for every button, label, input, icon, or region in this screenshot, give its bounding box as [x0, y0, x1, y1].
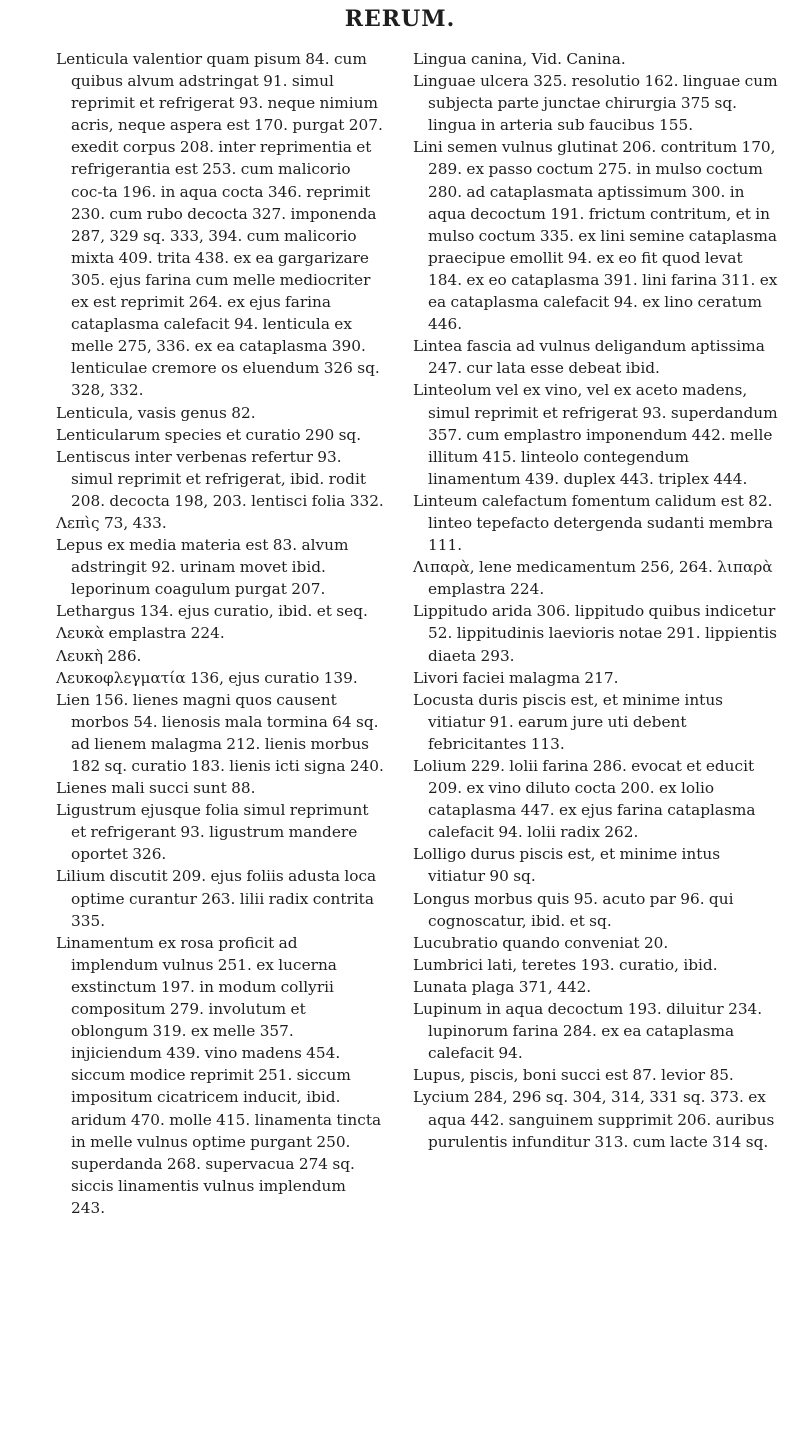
index-entry: Λευκοφλεγματία 136, ejus curatio 139.: [56, 668, 358, 687]
right-column: [413, 48, 781, 1153]
index-entry: Lingua canina, Vid. Canina.: [413, 50, 626, 68]
index-entry: Lolium 229. lolii farina 286. evocat et educit 209. ex vino diluto cocta 200. ex lolio cataplasma 447. ex ejus farina cataplasma calefacit 94. lolii radix 262.: [413, 757, 756, 842]
index-entry: Lenticula, vasis genus 82.: [56, 403, 256, 422]
index-entry: Lucubratio quando conveniat 20.: [413, 933, 669, 952]
index-entry: Lienes mali succi sunt 88.: [56, 779, 256, 798]
index-entry: Linteolum vel ex vino, vel ex aceto madens, simul reprimit et refrigerat 93. superdandum 357. cum emplastro imponendum 442. melle illitum 415. linteolo contegendum linamentum 439. duplex 443. triplex 444.: [413, 381, 778, 488]
index-entry: Lippitudo arida 306. lippitudo quibus indicetur 52. lippitudinis laevioris notae 291. lippientis diaeta 293.: [413, 602, 778, 665]
index-entry: Λευκὰ emplastra 224.: [56, 624, 225, 643]
index-entry: Lumbrici lati, teretes 193. curatio, ibid.: [413, 955, 718, 974]
index-entry: Lenticula valentior quam pisum 84. cum quibus alvum adstringat 91. simul reprimit et refrigerat 93. neque nimium acris, neque aspera est 170. purgat 207. exedit corpus 208. inter reprimentia et refrigerantia est 253. cum malicorio coc-ta 196. in aqua cocta 346. reprimit 230. cum rubo decocta 327. imponenda 287, 329 sq. 333, 394. cum malicorio mixta 409. trita 438. ex ea gargarizare 305. ejus farina cum melle mediocriter ex est reprimit 264. ex ejus farina cataplasma calefacit 94. lenticula ex melle 275, 336. ex ea cataplasma 390. lenticulae cremore os eluendum 326 sq. 328, 332.: [56, 50, 383, 400]
left-column: [56, 48, 384, 1219]
index-entry: Linamentum ex rosa proficit ad implendum vulnus 251. ex lucerna exstinctum 197. in modum collyrii compositum 279. involutum et oblongum 319. ex melle 357. injiciendum 439. vino madens 454. siccum modice reprimit 251. siccum impositum cicatricem inducit, ibid. aridum 470. molle 415. linamenta tincta in melle vulnus optime purgant 250. superdanda 268. supervacua 274 sq. siccis linamentis vulnus implendum 243.: [56, 933, 382, 1217]
index-entry: Lini semen vulnus glutinat 206. contritum 170, 289. ex passo coctum 275. in mulso coctum 280. ad cataplasmata aptissimum 300. in aqua decoctum 191. frictum contritum, et in mulso coctum 335. ex lini semine cataplasma praecipue emollit 94. ex eo fit quod levat 184. ex eo cataplasma 391. lini farina 311. ex ea cataplasma calefacit 94. ex lino ceratum 446.: [413, 138, 778, 334]
index-entry: Linteum calefactum fomentum calidum est 82. linteo tepefacto detergenda sudanti membra 111.: [413, 491, 774, 555]
index-entry: Livori faciei malagma 217.: [413, 668, 619, 687]
index-entry: Lepus ex media materia est 83. alvum adstringit 92. urinam movet ibid. leporinum coagulum purgat 207.: [56, 536, 349, 599]
index-entry: Longus morbus quis 95. acuto par 96. qui cognoscatur, ibid. et sq.: [413, 889, 734, 930]
index-entry: Lien 156. lienes magni quos causent morbos 54. lienosis mala tormina 64 sq. ad lienem malagma 212. lienis morbus 182 sq. curatio 183. lienis icti signa 240.: [56, 690, 384, 775]
index-entry: Lupus, piscis, boni succi est 87. levior 85.: [413, 1066, 734, 1085]
index-entry: Linguae ulcera 325. resolutio 162. linguae cum subjecta parte junctae chirurgia 375 sq. lingua in arteria sub faucibus 155.: [413, 72, 778, 135]
index-entry: Lentiscus inter verbenas refertur 93. simul reprimit et refrigerat, ibid. rodit 208. decocta 198, 203. lentisci folia 332.: [56, 447, 384, 510]
index-entry: Lenticularum species et curatio 290 sq.: [56, 425, 362, 444]
index-entry: Lintea fascia ad vulnus deligandum aptissima 247. cur lata esse debeat ibid.: [413, 337, 765, 378]
index-entry: Lolligo durus piscis est, et minime intus vitiatur 90 sq.: [413, 845, 721, 886]
running-header: RERUM.: [344, 6, 456, 32]
index-entry: Lycium 284, 296 sq. 304, 314, 331 sq. 373. ex aqua 442. sanguinem supprimit 206. auribus purulentis infunditur 313. cum lacte 314 sq.: [413, 1088, 775, 1151]
index-entry: Λιπαρὰ, lene medicamentum 256, 264. λιπαρὰ emplastra 224.: [413, 558, 773, 599]
index-entry: Λευκὴ 286.: [56, 646, 142, 665]
index-entry: Lunata plaga 371, 442.: [413, 977, 592, 996]
index-entry: Λεπὶς 73, 433.: [56, 513, 167, 532]
index-entry: Lupinum in aqua decoctum 193. diluitur 234. lupinorum farina 284. ex ea cataplasma calefacit 94.: [413, 1000, 763, 1063]
index-entry: Lilium discutit 209. ejus foliis adusta loca optime curantur 263. lilii radix contrita 335.: [56, 867, 377, 930]
index-entry: Ligustrum ejusque folia simul reprimunt et refrigerant 93. ligustrum mandere oportet 326.: [56, 801, 369, 864]
index-entry: Locusta duris piscis est, et minime intus vitiatur 91. earum jure uti debent febricitantes 113.: [413, 690, 724, 753]
index-entry: Lethargus 134. ejus curatio, ibid. et seq.: [56, 602, 368, 621]
